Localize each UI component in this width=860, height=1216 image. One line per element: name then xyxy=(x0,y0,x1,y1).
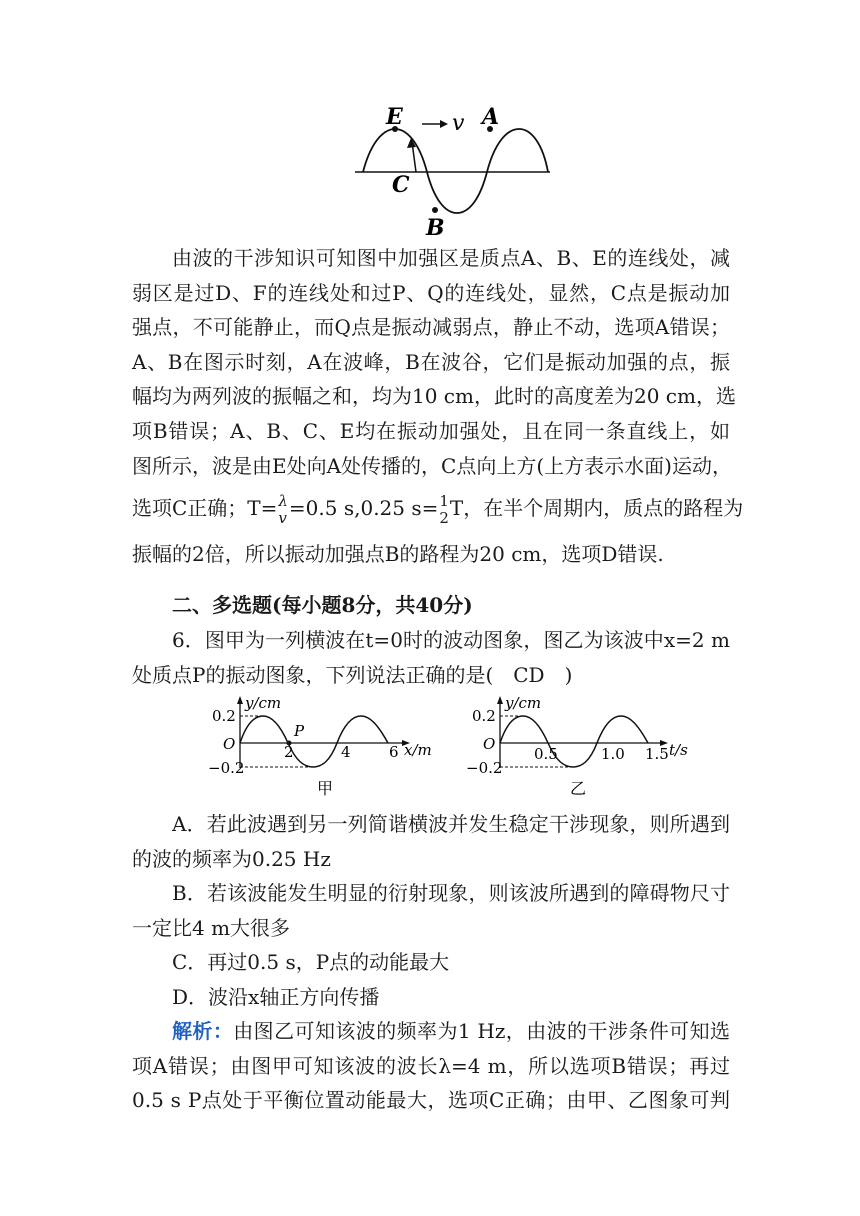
question-6 xyxy=(132,623,730,692)
origin-label: O xyxy=(483,735,496,753)
y-tick: 0.2 xyxy=(472,707,496,725)
text-line: 由波的干涉知识可知图中加强区是质点A、B、E的连线处，减 xyxy=(172,246,730,270)
caption-jia: 甲 xyxy=(317,779,334,798)
analysis-label: 解析： xyxy=(172,1019,234,1043)
x-tick: 2 xyxy=(284,743,294,761)
velocity-arrow-head xyxy=(440,120,448,128)
text-line: 弱区是过D、F的连线处和过P、Q的连线处，显然，C点是振动加 xyxy=(132,280,730,305)
option-c: C．再过0.5 s，P点的动能最大 xyxy=(172,950,450,975)
x-tick: 0.5 xyxy=(534,745,558,763)
label-p: P xyxy=(294,722,305,740)
analysis-line: 0.5 s P点处于平衡位置动能最大，选项C正确；由甲、乙图象可判 xyxy=(132,1088,730,1113)
analysis-line: 解析：由图乙可知该波的频率为1 Hz，由波的干涉条件可知选 xyxy=(172,1019,731,1043)
y-tick: −0.2 xyxy=(466,759,503,777)
option-a: A．若此波遇到另一列简谐横波并发生稳定干涉现象，则所遇到 xyxy=(172,812,730,836)
text-line: 项B错误；A、B、C、E均在振动加强处，且在同一条直线上，如 xyxy=(132,418,730,443)
text-line: 图所示，波是由E处向A处传播的，C点向上方(上方表示水面)运动， xyxy=(132,453,732,478)
section-heading: 二、多选题(每小题8分，共40分) xyxy=(172,593,473,617)
text-line: 强点，不可能静止，而Q点是振动减弱点，静止不动，选项A错误； xyxy=(132,315,730,340)
caption-yi: 乙 xyxy=(570,779,587,798)
label-e: E xyxy=(386,104,403,130)
question-line: 处质点P的振动图象，下列说法正确的是( CD ) xyxy=(132,662,573,687)
option-b-cont: 一定比4 m大很多 xyxy=(132,915,291,940)
x-axis-label: x/m xyxy=(404,741,432,759)
x-tick: 1.5 xyxy=(645,745,669,763)
option-b: B．若该波能发生明显的衍射现象，则该波所遇到的障碍物尺寸 xyxy=(172,881,730,906)
formula-text: 选项C正确；T= xyxy=(132,496,278,521)
text-line: A、B在图示时刻，A在波峰，B在波谷，它们是振动加强的点，振 xyxy=(132,349,730,374)
origin-label: O xyxy=(223,735,236,753)
y-axis-label: y/cm xyxy=(245,694,282,712)
graph-yi xyxy=(464,694,698,800)
wave-curve xyxy=(240,716,388,767)
fraction-lambda-v: λ v xyxy=(278,491,288,527)
x-tick: 6 xyxy=(389,743,399,761)
fraction-one-half: 1 2 xyxy=(439,491,449,527)
option-a-cont: 的波的频率为0.25 Hz xyxy=(132,846,331,871)
wave-curve xyxy=(363,129,548,213)
vibration-curve xyxy=(500,716,648,767)
graph-jia xyxy=(208,694,438,800)
x-axis-label: t/s xyxy=(669,741,688,759)
analysis xyxy=(132,1014,730,1118)
label-c: C xyxy=(392,172,410,198)
option-d: D．波沿x轴正方向传播 xyxy=(172,984,380,1009)
explanation-paragraph xyxy=(132,241,744,572)
label-a: A xyxy=(482,104,500,130)
text-line: 幅均为两列波的振幅之和，均为10 cm，此时的高度差为20 cm，选 xyxy=(132,384,736,409)
x-tick: 4 xyxy=(341,743,351,761)
options xyxy=(132,807,730,1015)
text-line: 振幅的2倍，所以振动加强点B的路程为20 cm，选项D错误. xyxy=(132,542,664,567)
label-b: B xyxy=(426,215,445,240)
y-tick: 0.2 xyxy=(212,707,236,725)
point-b xyxy=(432,207,438,213)
x-tick: 1.0 xyxy=(601,745,625,763)
analysis-line: 项A错误；由图甲可知该波的波长λ=4 m，所以选项B错误；再过 xyxy=(132,1053,730,1078)
label-v: v xyxy=(452,111,465,136)
formula-text: T，在半个周期内，质点的路程为 xyxy=(449,496,744,521)
formula-text: =0.5 s,0.25 s= xyxy=(288,496,439,521)
question-line: 6．图甲为一列横波在t=0时的波动图象，图乙为该波中x=2 m xyxy=(172,628,730,652)
y-axis-label: y/cm xyxy=(505,694,542,712)
formula-line xyxy=(132,483,744,533)
wave-diagram xyxy=(340,100,570,240)
y-tick: −0.2 xyxy=(208,759,245,777)
